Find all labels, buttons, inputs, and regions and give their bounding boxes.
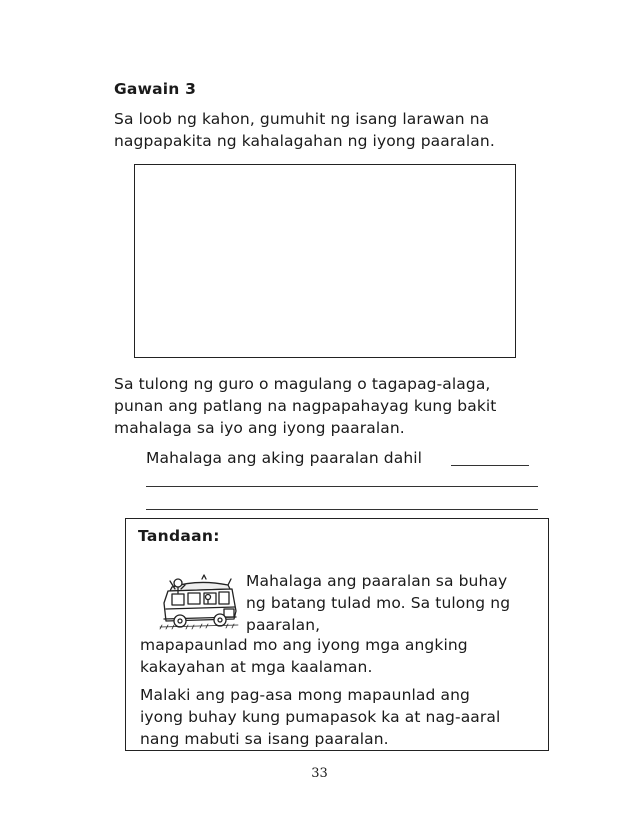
answer-line-2[interactable] — [146, 509, 538, 510]
tandaan-para2-line-2: iyong buhay kung pumapasok ka at nag-aaral — [140, 708, 501, 726]
tandaan-title: Tandaan: — [138, 527, 220, 545]
tandaan-para1-line-2: ng batang tulad mo. Sa tulong ng — [246, 594, 511, 612]
activity-title: Gawain 3 — [114, 80, 197, 98]
jeepney-illustration-icon — [158, 573, 240, 631]
fill-in-instruction-line-1: Sa tulong ng guro o magulang o tagapag-alaga, — [114, 375, 491, 393]
tandaan-para1-line-3: paaralan, — [246, 616, 321, 634]
tandaan-para2-line-1: Malaki ang pag-asa mong mapaunlad ang — [140, 686, 470, 704]
drawing-box[interactable] — [134, 164, 516, 358]
tandaan-para2-line-3: nang mabuti sa isang paaralan. — [140, 730, 389, 748]
answer-blank-inline[interactable] — [451, 465, 529, 466]
fill-in-prompt: Mahalaga ang aking paaralan dahil — [146, 449, 423, 467]
tandaan-para1-line-4: mapapaunlad mo ang iyong mga angking — [140, 636, 468, 654]
fill-in-instruction-line-3: mahalaga sa iyo ang iyong paaralan. — [114, 419, 405, 437]
answer-line-1[interactable] — [146, 486, 538, 487]
activity-instruction-line-2: nagpapakita ng kahalagahan ng iyong paaralan. — [114, 132, 495, 150]
fill-in-instruction-line-2: punan ang patlang na nagpapahayag kung bakit — [114, 397, 497, 415]
page-number: 33 — [311, 766, 328, 781]
tandaan-para1-line-1: Mahalaga ang paaralan sa buhay — [246, 572, 508, 590]
tandaan-para1-line-5: kakayahan at mga kaalaman. — [140, 658, 373, 676]
activity-instruction-line-1: Sa loob ng kahon, gumuhit ng isang larawan na — [114, 110, 490, 128]
